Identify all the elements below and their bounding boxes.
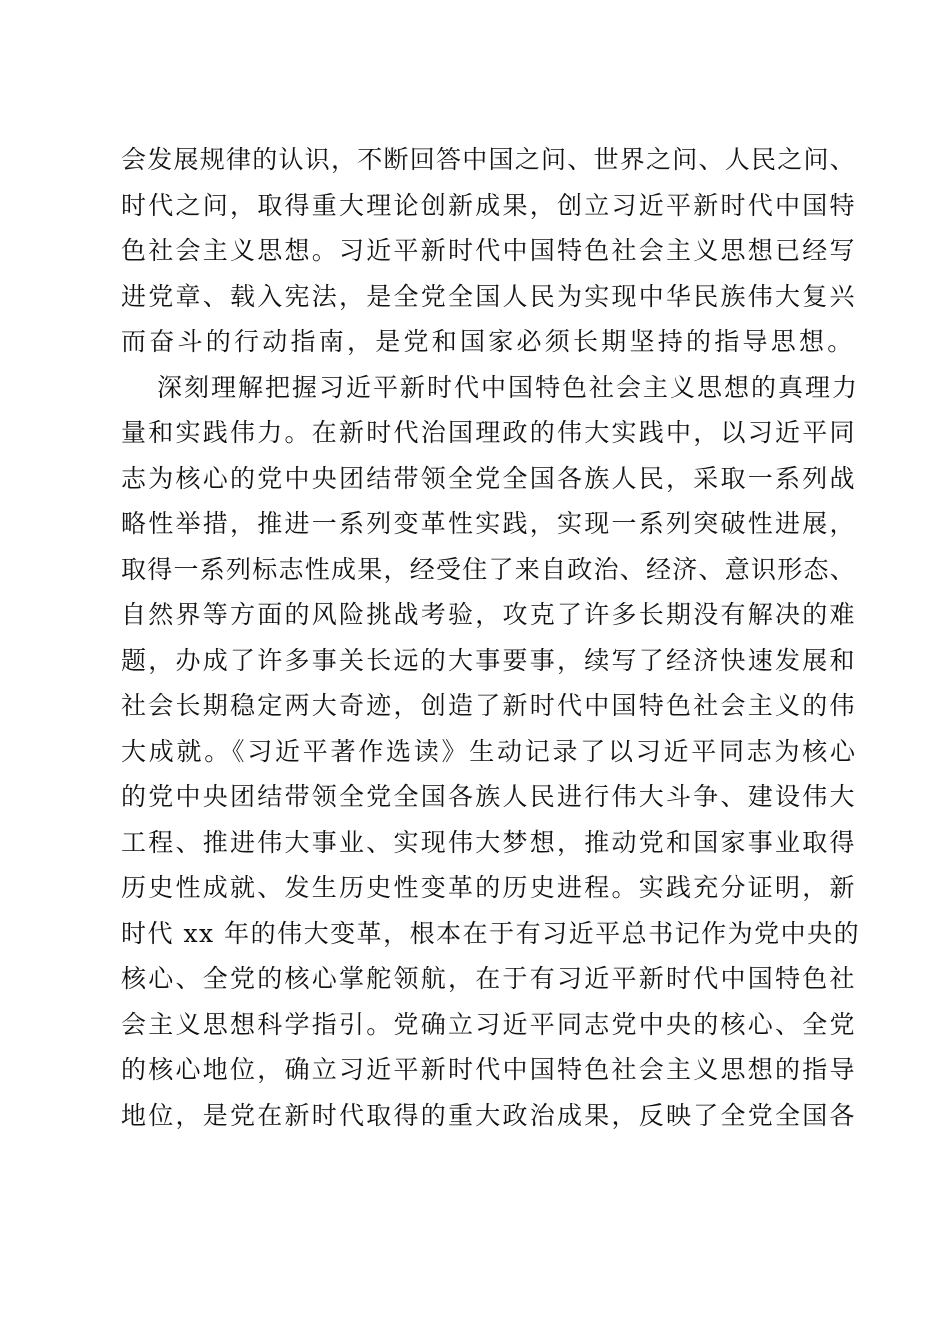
text-line: 而奋斗的行动指南，是党和国家必须长期坚持的指导思想。 [121,327,856,356]
text-line: 会主义思想科学指引。党确立习近平同志党中央的核心、全党 [121,1009,857,1039]
paragraph [121,365,861,1230]
text-line: 的核心地位，确立习近平新时代中国特色社会主义思想的指导 [121,1055,857,1084]
text-line: 量和实践伟力。在新时代治国理政的伟大实践中，以习近平同 [121,418,857,447]
text-line: 核心、全党的核心掌舵领航，在于有习近平新时代中国特色社 [121,964,857,993]
text-line: 取得一系列标志性成果，经受住了来自政治、经济、意识形态、 [121,554,857,584]
text-line: 的党中央团结带领全党全国各族人民进行伟大斗争、建设伟大 [121,782,857,811]
text-line: 大成就。《习近平著作选读》生动记录了以习近平同志为核心 [121,736,858,766]
text-line: 志为核心的党中央团结带领全党全国各族人民，采取一系列战 [121,463,857,493]
text-line: 时代 xx 年的伟大变革，根本在于有习近平总书记作为党中央的 [121,918,861,948]
text-line: 深刻理解把握习近平新时代中国特色社会主义思想的真理力 [157,372,860,402]
text-line: 色社会主义思想。习近平新时代中国特色社会主义思想已经写 [121,236,857,265]
text-line: 略性举措，推进一系列变革性实践，实现一系列突破性进展， [121,509,857,538]
text-line: 社会长期稳定两大奇迹，创造了新时代中国特色社会主义的伟 [121,691,857,720]
text-line [121,1138,861,1184]
text-line: 进党章、载入宪法，是全党全国人民为实现中华民族伟大复兴 [121,281,857,311]
text-line: 地位，是党在新时代取得的重大政治成果，反映了全党全国各 [121,1100,857,1130]
text-line: 会发展规律的认识，不断回答中国之问、世界之问、人民之问、 [121,145,857,174]
text-line [121,1184,861,1230]
body-text [121,137,861,1229]
text-line: 时代之问，取得重大理论创新成果，创立习近平新时代中国特 [121,190,857,220]
text-line: 历史性成就、发生历史性变革的历史进程。实践充分证明，新 [121,873,857,902]
paragraph-continued [121,137,861,365]
text-line: 自然界等方面的风险挑战考验，攻克了许多长期没有解决的难 [121,600,857,629]
text-line: 工程、推进伟大事业、实现伟大梦想，推动党和国家事业取得 [121,827,857,857]
text-line: 题，办成了许多事关长远的大事要事，续写了经济快速发展和 [121,645,857,675]
